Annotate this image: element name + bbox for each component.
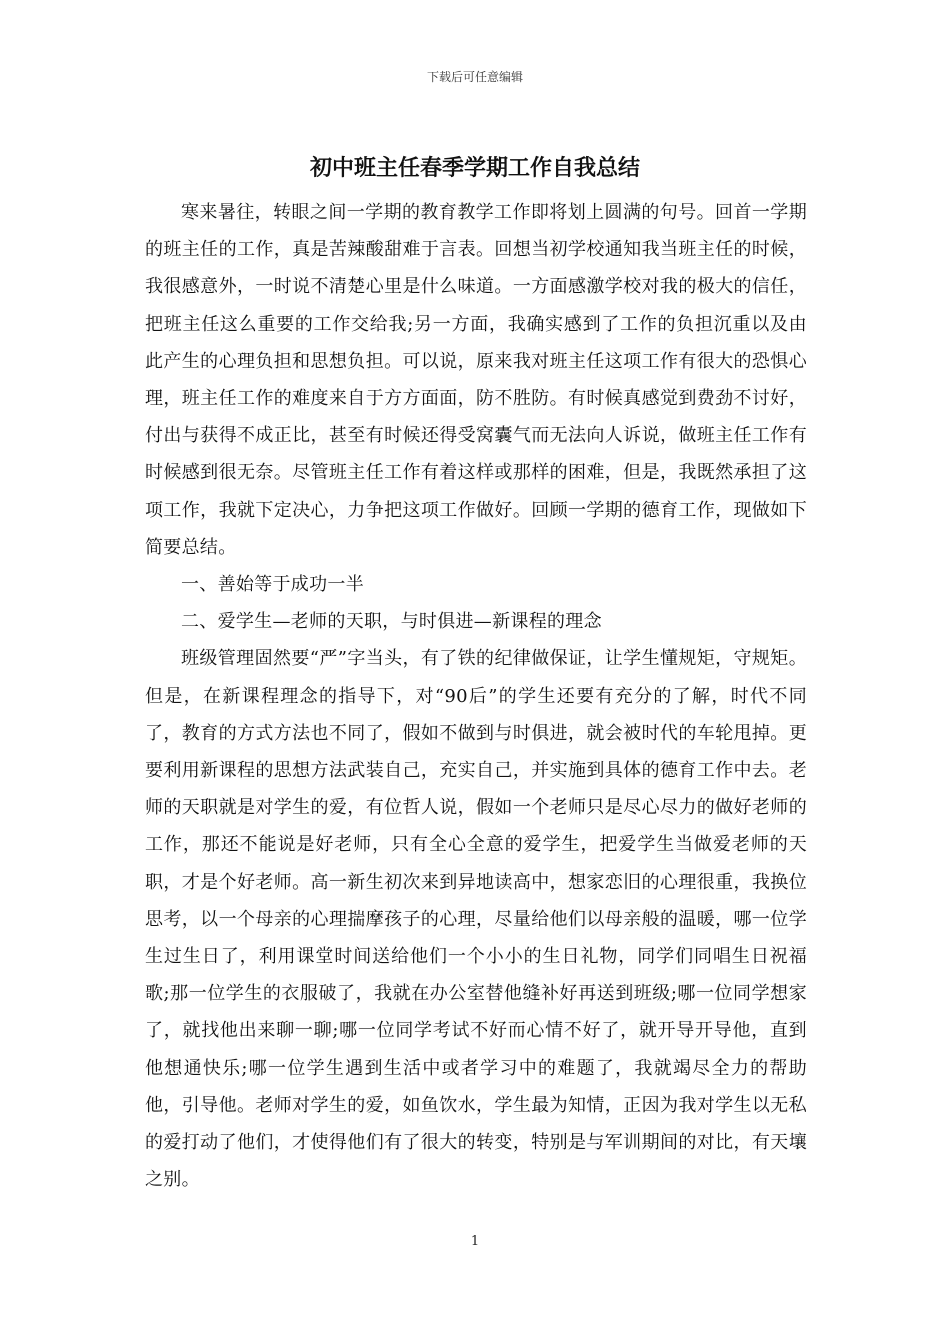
document-body xyxy=(145,194,807,1198)
section-heading-2: 二、爱学生—老师的天职，与时俱进—新课程的理念 xyxy=(181,611,602,633)
paragraph-body: 班级管理固然要“严”字当头，有了铁的纪律做保证，让学生懂规矩，守规矩。但是，在新课程理念的指导下，对“90后”的学生还要有充分的了解，时代不同了，教育的方式方法也不同了，假如不做到与时俱进，就会被时代的车轮甩掉。更要利用新课程的思想方法武装自己，充实自己，并实施到具体的德育工作中去。老师的天职就是对学生的爱，有位哲人说，假如一个老师只是尽心尽力的做好老师的工作，那还不能说是好老师，只有全心全意的爱学生，把爱学生当做爱老师的天职，才是个好老师。高一新生初次来到异地读高中，想家恋旧的心理很重，我换位思考，以一个母亲的心理揣摩孩子的心理，尽量给他们以母亲般的温暖，哪一位学生过生日了，利用课堂时间送给他们一个小小的生日礼物，同学们同唱生日祝福歌;那一位学生的衣服破了，我就在办公室替他缝补好再送到班级;哪一位同学想家了，就找他出来聊一聊;哪一位同学考试不好而心情不好了，就开导开导他，直到他想通快乐;哪一位学生遇到生活中或者学习中的难题了，我就竭尽全力的帮助他，引导他。老师对学生的爱，如鱼饮水，学生最为知情，正因为我对学生以无私的爱打动了他们，才使得他们有了很大的转变，特别是与军训期间的对比，有天壤之别。 xyxy=(145,648,807,1191)
page-number: 1 xyxy=(470,1234,480,1249)
document-title: 初中班主任春季学期工作自我总结 xyxy=(309,155,640,181)
header-note: 下载后可任意编辑 xyxy=(426,70,523,84)
section-heading-1: 一、善始等于成功一半 xyxy=(181,574,364,596)
paragraph-intro: 寒来暑往，转眼之间一学期的教育教学工作即将划上圆满的句号。回首一学期的班主任的工作，真是苦辣酸甜难于言表。回想当初学校通知我当班主任的时候，我很感意外，一时说不清楚心里是什么味道。一方面感激学校对我的极大的信任，把班主任这么重要的工作交给我;另一方面，我确实感到了工作的负担沉重以及由此产生的心理负担和思想负担。可以说，原来我对班主任这项工作有很大的恐惧心理，班主任工作的难度来自于方方面面，防不胜防。有时候真感觉到费劲不讨好，付出与获得不成正比，甚至有时候还得受窝囊气而无法向人诉说，做班主任工作有时候感到很无奈。尽管班主任工作有着这样或那样的困难，但是，我既然承担了这项工作，我就下定决心，力争把这项工作做好。回顾一学期的德育工作，现做如下简要总结。 xyxy=(145,202,807,558)
